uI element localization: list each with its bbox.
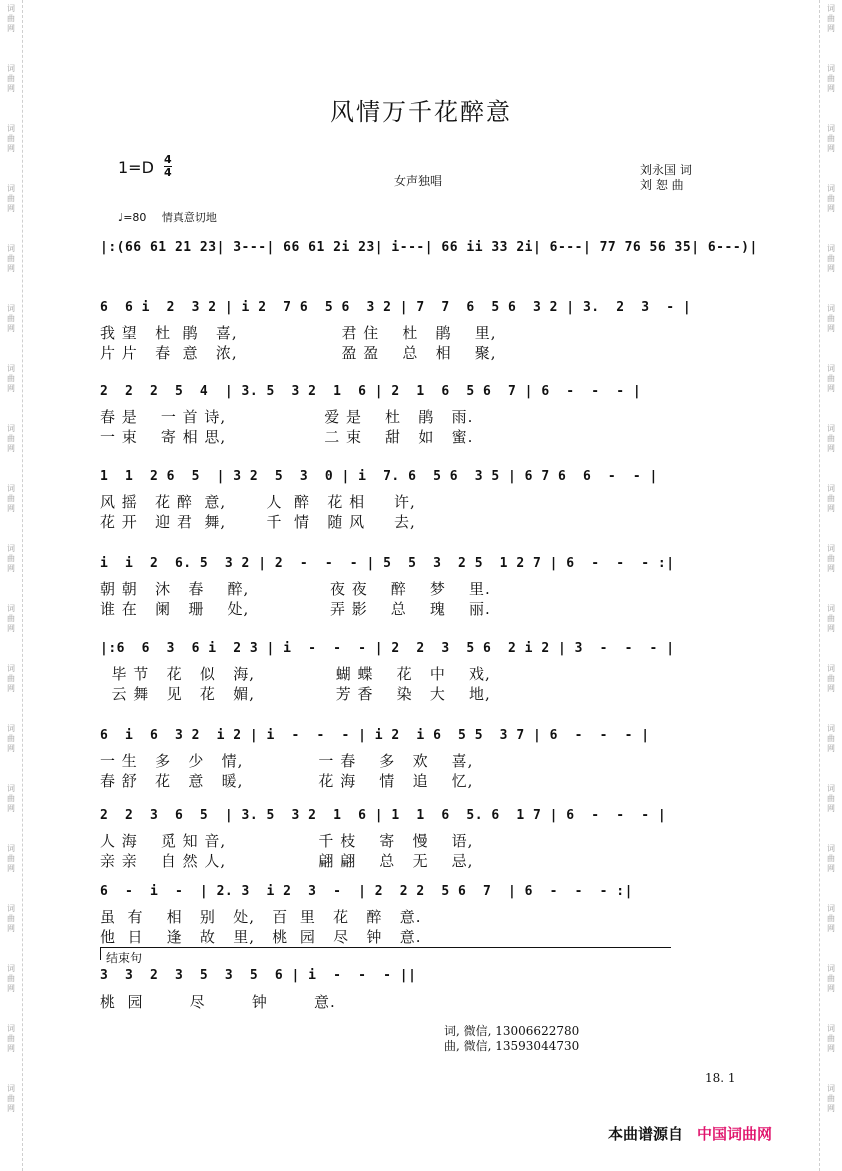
watermark-char: 曲 — [7, 494, 15, 503]
watermark-char: 网 — [7, 84, 15, 93]
key-signature: 1=D — [118, 158, 154, 177]
watermark-char: 词 — [827, 184, 835, 193]
intro-notes: |:(66 61 21 23| 3---| 66 61 2i 23| i---| 66 ii 33 2i| 6---| 77 76 56 35| 6---)| — [100, 240, 758, 255]
watermark-glyphs — [0, 4, 22, 34]
watermark-char: 曲 — [827, 914, 835, 923]
watermark-char: 曲 — [7, 1034, 15, 1043]
watermark-char: 网 — [827, 144, 835, 153]
watermark-char: 词 — [7, 544, 15, 553]
lyricist-contact: 词, 微信, 13006622780 — [444, 1024, 580, 1038]
watermark-char: 词 — [7, 484, 15, 493]
system-notes: 2 2 2 5 4 | 3. 5 3 2 1 6 | 2 1 6 5 6 7 | 6 - - - | — [100, 384, 642, 399]
watermark-char: 词 — [827, 604, 835, 613]
watermark-char: 网 — [7, 624, 15, 633]
watermark-glyphs — [820, 4, 842, 34]
watermark-glyphs — [820, 664, 842, 694]
watermark-char: 曲 — [7, 1094, 15, 1103]
watermark-char: 词 — [7, 964, 15, 973]
system-lyrics-verse1: 虽 有 相 别 处, 百 里 花 醉 意. — [100, 908, 422, 926]
watermark-char: 词 — [7, 124, 15, 133]
watermark-glyphs — [820, 364, 842, 394]
watermark-char: 曲 — [827, 194, 835, 203]
watermark-char: 曲 — [827, 134, 835, 143]
watermark-glyphs — [0, 1084, 22, 1114]
watermark-char: 网 — [827, 204, 835, 213]
watermark-char: 曲 — [827, 314, 835, 323]
watermark-char: 词 — [827, 424, 835, 433]
watermark-glyphs — [820, 1024, 842, 1054]
watermark-char: 网 — [827, 24, 835, 33]
watermark-char: 网 — [7, 24, 15, 33]
system-lyrics-verse1: 人 海 觅 知 音, 千 枝 寄 慢 语, — [100, 832, 474, 850]
watermark-char: 曲 — [827, 254, 835, 263]
watermark-char: 曲 — [827, 1034, 835, 1043]
watermark-glyphs — [0, 904, 22, 934]
watermark-char: 曲 — [827, 794, 835, 803]
watermark-char: 词 — [827, 904, 835, 913]
system-notes: i i 2 6. 5 3 2 | 2 - - - | 5 5 3 2 5 1 2 7 | 6 - - - :| — [100, 556, 675, 571]
contact-info — [444, 1024, 579, 1054]
watermark-char: 曲 — [7, 554, 15, 563]
watermark-char: 曲 — [7, 614, 15, 623]
watermark-char: 词 — [827, 124, 835, 133]
watermark-char: 词 — [7, 1084, 15, 1093]
watermark-char: 词 — [827, 664, 835, 673]
watermark-char: 曲 — [7, 854, 15, 863]
watermark-char: 网 — [7, 804, 15, 813]
ending-label: 结束句 — [106, 951, 143, 965]
watermark-char: 词 — [7, 664, 15, 673]
watermark-char: 词 — [7, 724, 15, 733]
watermark-glyphs — [0, 784, 22, 814]
performer-label: 女声独唱 — [394, 174, 443, 188]
watermark-char: 曲 — [827, 14, 835, 23]
watermark-char: 网 — [827, 564, 835, 573]
watermark-char: 网 — [827, 744, 835, 753]
watermark-glyphs — [0, 1024, 22, 1054]
left-margin-strip — [0, 0, 23, 1171]
watermark-char: 曲 — [827, 974, 835, 983]
watermark-char: 曲 — [7, 314, 15, 323]
watermark-glyphs — [0, 244, 22, 274]
ending-bracket — [100, 947, 671, 960]
watermark-char: 曲 — [7, 974, 15, 983]
system-lyrics-verse2: 一 束 寄 相 思, 二 束 甜 如 蜜. — [100, 428, 474, 446]
watermark-char: 曲 — [7, 74, 15, 83]
system-notes: 2 2 3 6 5 | 3. 5 3 2 1 6 | 1 1 6 5. 6 1 7 | 6 - - - | — [100, 808, 667, 823]
watermark-char: 网 — [827, 444, 835, 453]
watermark-glyphs — [820, 904, 842, 934]
watermark-char: 曲 — [7, 914, 15, 923]
watermark-char: 词 — [7, 784, 15, 793]
watermark-char: 网 — [7, 204, 15, 213]
lyricist-credit: 刘永国 词 — [640, 163, 692, 177]
watermark-char: 词 — [827, 964, 835, 973]
watermark-char: 网 — [827, 84, 835, 93]
watermark-glyphs — [820, 964, 842, 994]
watermark-char: 曲 — [827, 494, 835, 503]
watermark-glyphs — [820, 724, 842, 754]
ending-lyrics: 桃 园 尽 钟 意. — [100, 993, 336, 1011]
watermark-glyphs — [820, 304, 842, 334]
system-lyrics-verse1: 朝 朝 沐 春 醉, 夜 夜 醉 梦 里. — [100, 580, 491, 598]
system-lyrics-verse1: 一 生 多 少 情, 一 春 多 欢 喜, — [100, 752, 474, 770]
watermark-char: 网 — [827, 984, 835, 993]
watermark-char: 词 — [827, 364, 835, 373]
source-brand-link[interactable]: 中国词曲网 — [697, 1125, 773, 1143]
system-lyrics-verse2: 花 开 迎 君 舞, 千 情 随 风 去, — [100, 513, 416, 531]
watermark-char: 曲 — [827, 614, 835, 623]
watermark-char: 网 — [7, 384, 15, 393]
watermark-char: 词 — [827, 244, 835, 253]
watermark-glyphs — [820, 124, 842, 154]
watermark-char: 曲 — [827, 1094, 835, 1103]
watermark-glyphs — [820, 544, 842, 574]
system-lyrics-verse2: 片 片 春 意 浓, 盈 盈 总 相 聚, — [100, 344, 497, 362]
watermark-char: 词 — [7, 604, 15, 613]
watermark-char: 曲 — [7, 194, 15, 203]
watermark-char: 曲 — [827, 734, 835, 743]
watermark-char: 词 — [827, 4, 835, 13]
system-notes: 6 - i - | 2. 3 i 2 3 - | 2 2 2 5 6 7 | 6 - - - :| — [100, 884, 633, 899]
watermark-char: 网 — [7, 924, 15, 933]
tempo-mark: ♩=80 — [118, 211, 147, 224]
watermark-char: 网 — [827, 384, 835, 393]
watermark-char: 网 — [7, 684, 15, 693]
watermark-char: 词 — [827, 1024, 835, 1033]
tempo-marking — [118, 209, 217, 225]
tempo-expression: 情真意切地 — [161, 211, 217, 224]
composer-contact: 曲, 微信, 13593044730 — [444, 1039, 580, 1053]
watermark-char: 词 — [827, 64, 835, 73]
credits — [640, 163, 692, 193]
watermark-char: 词 — [7, 244, 15, 253]
watermark-char: 词 — [7, 364, 15, 373]
page-number: 18. 1 — [705, 1071, 736, 1085]
right-margin-strip — [819, 0, 842, 1171]
watermark-char: 网 — [827, 804, 835, 813]
time-signature — [164, 154, 172, 179]
watermark-char: 曲 — [7, 734, 15, 743]
watermark-glyphs — [0, 604, 22, 634]
watermark-char: 网 — [7, 744, 15, 753]
watermark-glyphs — [0, 724, 22, 754]
watermark-char: 网 — [7, 444, 15, 453]
watermark-char: 网 — [7, 264, 15, 273]
watermark-glyphs — [0, 844, 22, 874]
system-lyrics-verse2: 亲 亲 自 然 人, 翩 翩 总 无 忌, — [100, 852, 474, 870]
watermark-char: 曲 — [7, 14, 15, 23]
ending-notes: 3 3 2 3 5 3 5 6 | i - - - || — [100, 968, 417, 983]
watermark-char: 词 — [7, 1024, 15, 1033]
watermark-glyphs — [0, 364, 22, 394]
source-label: 本曲谱源自 — [608, 1125, 684, 1143]
watermark-glyphs — [820, 784, 842, 814]
system-notes: 6 6 i 2 3 2 | i 2 7 6 5 6 3 2 | 7 7 6 5 6 3 2 | 3. 2 3 - | — [100, 300, 692, 315]
source-footer — [608, 1123, 772, 1144]
watermark-glyphs — [0, 544, 22, 574]
watermark-glyphs — [0, 304, 22, 334]
watermark-char: 网 — [827, 1044, 835, 1053]
watermark-char: 曲 — [827, 674, 835, 683]
watermark-char: 网 — [827, 324, 835, 333]
watermark-char: 词 — [827, 784, 835, 793]
watermark-char: 曲 — [827, 854, 835, 863]
watermark-char: 曲 — [7, 674, 15, 683]
watermark-char: 词 — [827, 544, 835, 553]
watermark-char: 曲 — [827, 74, 835, 83]
watermark-char: 曲 — [7, 794, 15, 803]
watermark-glyphs — [820, 424, 842, 454]
watermark-char: 词 — [7, 64, 15, 73]
watermark-char: 网 — [7, 1104, 15, 1113]
watermark-glyphs — [820, 244, 842, 274]
watermark-glyphs — [0, 64, 22, 94]
watermark-glyphs — [0, 124, 22, 154]
time-signature-bottom: 4 — [164, 166, 172, 179]
watermark-glyphs — [0, 424, 22, 454]
watermark-char: 词 — [7, 184, 15, 193]
watermark-char: 网 — [7, 324, 15, 333]
system-lyrics-verse2: 谁 在 阑 珊 处, 弄 影 总 瑰 丽. — [100, 600, 491, 618]
system-lyrics-verse1: 毕 节 花 似 海, 蝴 蝶 花 中 戏, — [100, 665, 491, 683]
watermark-char: 网 — [827, 864, 835, 873]
watermark-glyphs — [820, 184, 842, 214]
watermark-glyphs — [0, 484, 22, 514]
system-lyrics-verse2: 春 舒 花 意 暖, 花 海 情 追 忆, — [100, 772, 474, 790]
watermark-char: 词 — [827, 1084, 835, 1093]
watermark-glyphs — [820, 604, 842, 634]
watermark-char: 曲 — [827, 374, 835, 383]
watermark-char: 网 — [827, 1104, 835, 1113]
watermark-char: 词 — [827, 724, 835, 733]
system-lyrics-verse1: 我 望 杜 鹃 喜, 君 住 杜 鹃 里, — [100, 324, 497, 342]
watermark-char: 网 — [7, 984, 15, 993]
watermark-glyphs — [820, 1084, 842, 1114]
system-lyrics-verse2: 他 日 逢 故 里, 桃 园 尽 钟 意. — [100, 928, 422, 946]
watermark-char: 词 — [827, 484, 835, 493]
watermark-glyphs — [820, 64, 842, 94]
watermark-char: 网 — [827, 624, 835, 633]
system-notes: |:6 6 3 6 i 2 3 | i - - - | 2 2 3 5 6 2 i 2 | 3 - - - | — [100, 641, 675, 656]
system-notes: 6 i 6 3 2 i 2 | i - - - | i 2 i 6 5 5 3 7 | 6 - - - | — [100, 728, 650, 743]
watermark-char: 曲 — [7, 134, 15, 143]
watermark-char: 曲 — [7, 254, 15, 263]
watermark-char: 词 — [7, 4, 15, 13]
watermark-char: 网 — [7, 1044, 15, 1053]
watermark-glyphs — [820, 844, 842, 874]
watermark-glyphs — [820, 484, 842, 514]
composer-credit: 刘 恕 曲 — [640, 178, 684, 192]
watermark-char: 词 — [7, 424, 15, 433]
watermark-char: 曲 — [7, 374, 15, 383]
watermark-glyphs — [0, 964, 22, 994]
song-title: 风情万千花醉意 — [330, 98, 512, 126]
watermark-char: 词 — [827, 304, 835, 313]
watermark-char: 网 — [827, 264, 835, 273]
watermark-char: 曲 — [827, 434, 835, 443]
time-signature-top: 4 — [164, 153, 172, 166]
watermark-char: 网 — [7, 144, 15, 153]
watermark-char: 词 — [7, 844, 15, 853]
watermark-char: 词 — [7, 304, 15, 313]
watermark-char: 网 — [7, 564, 15, 573]
watermark-char: 词 — [827, 844, 835, 853]
watermark-glyphs — [0, 664, 22, 694]
watermark-char: 网 — [827, 684, 835, 693]
watermark-glyphs — [0, 184, 22, 214]
system-lyrics-verse1: 春 是 一 首 诗, 爱 是 杜 鹃 雨. — [100, 408, 474, 426]
watermark-char: 曲 — [827, 554, 835, 563]
watermark-char: 网 — [827, 924, 835, 933]
watermark-char: 网 — [7, 864, 15, 873]
watermark-char: 词 — [7, 904, 15, 913]
system-lyrics-verse1: 风 摇 花 醉 意, 人 醉 花 相 许, — [100, 493, 416, 511]
watermark-char: 曲 — [7, 434, 15, 443]
system-lyrics-verse2: 云 舞 见 花 媚, 芳 香 染 大 地, — [100, 685, 491, 703]
watermark-char: 网 — [7, 504, 15, 513]
watermark-char: 网 — [827, 504, 835, 513]
system-notes: 1 1 2 6 5 | 3 2 5 3 0 | i 7. 6 5 6 3 5 | 6 7 6 6 - - | — [100, 469, 658, 484]
